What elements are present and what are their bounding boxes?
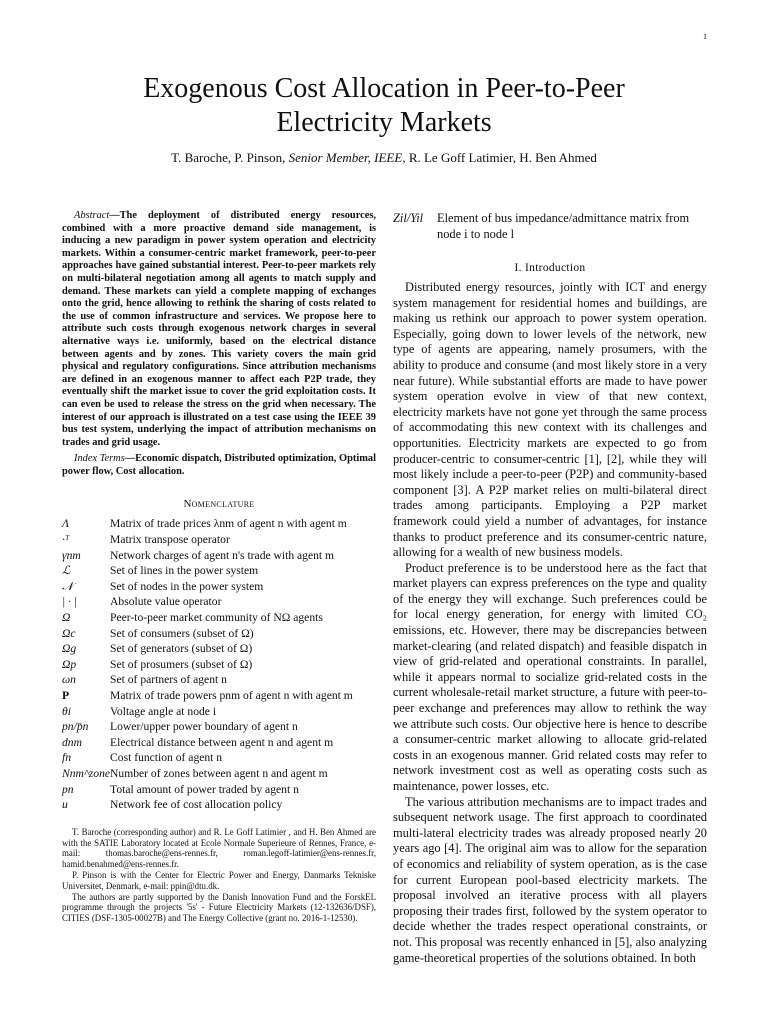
nomenclature-row (62, 688, 376, 704)
nomenclature-symbol: | · | (62, 595, 78, 609)
nomenclature-description: Matrix of trade powers pnm of agent n with agent m (110, 689, 353, 702)
nomenclature-symbol: dnm (62, 735, 82, 749)
nomenclature-symbol: ·ᵀ (62, 533, 70, 547)
nomenclature-symbol: Ωp (62, 657, 77, 671)
nomenclature-symbol: ωn (62, 673, 76, 687)
page-number: 1 (703, 32, 707, 41)
nomenclature-description: Number of zones between agent n and agent m (110, 766, 328, 780)
nomenclature-symbol: γnm (62, 548, 81, 562)
nomenclature-symbol: fn (62, 751, 72, 765)
nomenclature-row (62, 516, 376, 532)
nomenclature-heading: Nomenclature (183, 498, 255, 511)
nomenclature-description: Electrical distance between agent n and agent m (110, 735, 334, 749)
abstract (62, 210, 376, 449)
nomenclature-symbol: pn (62, 782, 74, 796)
nomenclature-symbol: 𝒩 (62, 579, 74, 593)
nomenclature-row (62, 766, 376, 782)
nomenclature-description: Set of consumers (subset of Ω) (110, 626, 254, 640)
authors-pre: T. Baroche, P. Pinson, (171, 150, 289, 165)
nomenclature-row (62, 641, 376, 657)
nomenclature-description: Voltage angle at node i (110, 704, 217, 718)
abstract-text: —The deployment of distributed energy resources, combined with a more proactive demand side management, is inducing a new paradigm in power system operation and electricity markets. Within a consumer-centric market framework, peer-to-peer approaches have gained substantial interest. Peer-to-peer markets rely on multi-bilateral negotiation among all agents to match supply and demand. These markets can yield a complete mapping of exchanges onto the grid, hence allowing to rethink the sharing of costs related to the use of common infrastructure and services. We propose here to attribute such costs through exogenous network charges in several alternative ways i.e. uniformly, based on the electrical distance between agents and by zones. This variety covers the main grid physical and regulatory configurations. Since attribution mechanisms are defined in an exogenous manner to affect each P2P trade, they eventually shift the market issue to cover the grid exploitation costs. It can even be used to release the stress on the grid when necessary. The interest of our approach is illustrated on a test case using the IEEE 39 bus test system, underlying the impact of attribution mechanisms on trades and grid usage. (62, 210, 376, 448)
nomenclature-symbol: Ωg (62, 642, 77, 656)
nomenclature-symbol: P (62, 689, 70, 702)
nomenclature-row (62, 782, 376, 798)
nomenclature-description: Set of partners of agent n (110, 673, 227, 687)
nomenclature-row (62, 548, 376, 564)
authors-post: , R. Le Goff Latimier, H. Ben Ahmed (402, 150, 597, 165)
nomenclature-description: Set of prosumers (subset of Ω) (110, 657, 253, 671)
nomenclature-row (62, 657, 376, 673)
nomenclature-symbol: Λ (62, 517, 70, 531)
index-terms-label: Index Terms (74, 453, 125, 465)
intro-paragraph: Distributed energy resources, jointly with ICT and energy system management for residential homes and buildings, are making us rethink our approach to power system operation. Especially, going down to lower levels of the network, new type of agents are appearing, namely prosumers, with the ability to produce and consume (and most likely store in a very near future). While substantial efforts are made to have power system operation evolve in view of that new context, electricity markets have not gone yet through the same process of accommodating this new context with its challenges and opportunities. Electricity markets are expected to go from producer-centric to consumer-centric [1], [2], while they will most likely include a peer-to-peer (P2P) and community-based component [3]. A P2P market relies on multi-bilateral direct trades among participants. Employing a P2P market framework could yield a number of advantages, for instance thanks to product preference and its consumer-centric nature, allowing for a wealth of new business models. (393, 280, 707, 560)
footnote-affiliation-2: P. Pinson is with the Center for Electric Power and Energy, Danmarks Tekniske Universitet, Denmark, e-mail: ppin@dtu.dk. (62, 869, 376, 891)
nomenclature-row (62, 672, 376, 688)
paper-title (40, 72, 728, 140)
nomenclature-row (62, 563, 376, 579)
nomenclature-description: Set of generators (subset of Ω) (110, 642, 253, 656)
nomenclature-description: Absolute value operator (110, 595, 222, 609)
index-terms-text: —Economic dispatch, Distributed optimization, Optimal power flow, Cost allocation. (62, 453, 376, 477)
nomenclature-row (62, 626, 376, 642)
author-list (40, 150, 728, 166)
introduction-body (393, 280, 707, 966)
nomenclature-row (62, 594, 376, 610)
nomenclature-row (62, 750, 376, 766)
nomenclature-description: Network fee of cost allocation policy (110, 798, 283, 812)
nomenclature-description: Lower/upper power boundary of agent n (110, 720, 298, 734)
left-column (62, 210, 376, 924)
abstract-label: Abstract (74, 210, 110, 221)
index-terms (62, 453, 376, 478)
nomenclature-row (62, 719, 376, 735)
nomenclature-row (62, 532, 376, 548)
nomenclature-description: Network charges of agent n's trade with agent m (110, 548, 335, 562)
nomenclature-symbol: θi (62, 704, 71, 718)
footnotes (62, 827, 376, 924)
title-line-2: Electricity Markets (276, 107, 492, 138)
nomenclature-symbol: Ωc (62, 626, 76, 640)
intro-paragraph: The various attribution mechanisms are to impact trades and subsequent network usage. The first approach to coordinated multi-lateral electricity trades was already proposed nearly 20 years ago [4]. The original aim was to allow for the separation of economics and reliability of system operation, as is the case for current European pool-based electricity markets. The proposal involved an iterative process with all players proposing their trades first, followed by the system operator to decide whether the trades respect operational constraints, or not. This proposal was recently enhanced in [5], also analyzing game-theoretical properties of the solutions obtained. In both (393, 794, 707, 965)
nomenclature-row (62, 579, 376, 595)
section-heading-introduction: I. Introduction (514, 262, 586, 274)
nomenclature-description: Matrix of trade prices λnm of agent n with agent m (110, 517, 347, 531)
footnote-funding: The authors are partly supported by the Danish Innovation Fund and the ForskEL programme through the projects '5s' - Future Electricity Markets (12-132636/DSF), CITIES (DSF-1305-00027B) and The Energy Collective (grant no. 2016-1-12530). (62, 891, 376, 924)
nomenclature-table (62, 516, 376, 812)
authors-member: Senior Member, IEEE (288, 150, 403, 165)
nomenclature-row (62, 797, 376, 813)
nomenclature-description: Set of lines in the power system (110, 564, 259, 578)
footnote-affiliation-1: T. Baroche (corresponding author) and R. Le Goff Latimier , and H. Ben Ahmed are with the SATIE Laboratory located at Ecole Normale Superieure of Rennes, France, e-mail: thomas.baroche@ens-rennes.fr, roman.legoff-latimier@ens-rennes.fr, hamid.benahmed@ens-rennes.fr. (62, 826, 376, 870)
nomenclature-row (62, 610, 376, 626)
title-line-1: Exogenous Cost Allocation in Peer-to-Peer (143, 73, 625, 104)
nomenclature-description: Cost function of agent n (110, 751, 223, 765)
nomenclature-continued-row (393, 210, 707, 242)
nomenclature-symbol: Zil/Yil (393, 211, 424, 225)
nomenclature-description: Matrix transpose operator (110, 533, 230, 547)
nomenclature-description: Peer-to-peer market community of NΩ agents (110, 611, 323, 625)
intro-paragraph: Product preference is to be understood here as the fact that market players can express preferences on the type and quality of the energy they will exchange. Such preferences could be for local energy generation, for energy with limited CO₂ emissions, etc. However, there may be discrepancies between market-clearing (and related dispatch) and feasible dispatch in view of grid-related and operational constraints. In parallel, while it appears normal to socialize grid-related costs in the current wholesale-retail market structure, a future with peer-to-peer exchange and preferences may allow to rethink the way we attribute such costs. Our objective here is hence to describe a consumer-centric market allowing to allocate grid-related costs in an exogenous manner. Grid related costs may refer to network investment cost as well as operating costs such as maintenance, power losses, etc. (393, 560, 707, 793)
nomenclature-description: Element of bus impedance/admittance matrix from node i to node l (437, 211, 690, 241)
nomenclature-symbol: Nnm^zone (62, 766, 111, 780)
nomenclature-symbol: u (62, 798, 68, 812)
nomenclature-row (62, 735, 376, 751)
nomenclature-row (62, 704, 376, 720)
nomenclature-symbol: ℒ (62, 564, 71, 578)
nomenclature-description: Total amount of power traded by agent n (110, 782, 299, 796)
nomenclature-symbol: Ω (62, 611, 71, 625)
nomenclature-description: Set of nodes in the power system (110, 579, 264, 593)
right-column (393, 210, 707, 966)
nomenclature-symbol: pn/p̄n (62, 720, 89, 734)
